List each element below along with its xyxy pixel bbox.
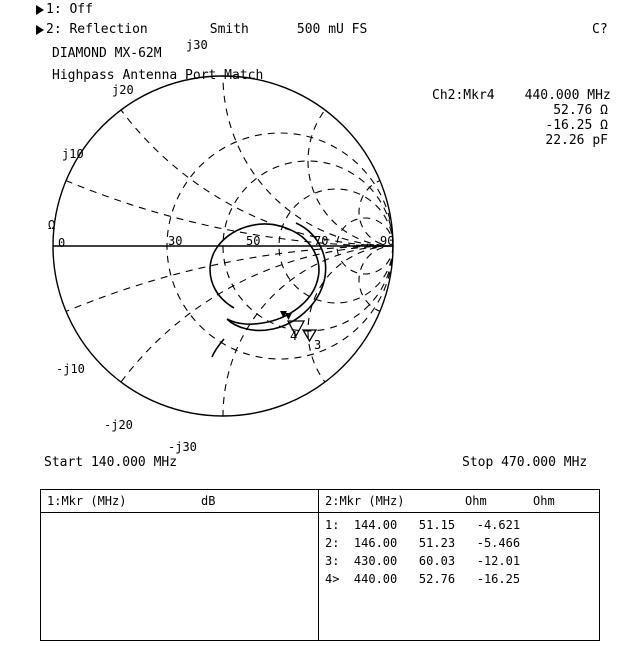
marker-table-2 [319,490,599,640]
readout-title-row [432,88,611,103]
marker-table-1-header [41,490,318,513]
marker-3-label: 3 [314,338,322,352]
tick-50: 50 [246,234,261,248]
sweep-stop-label: Stop 470.000 MHz [462,455,588,470]
marker-readout [432,88,611,148]
channel1-status: 1: Off [46,2,93,17]
readout-resistance: 52.76 Ω [553,103,608,118]
marker-4-label: 4 [290,329,298,343]
marker-table-1 [41,490,319,640]
chart-title-line2: Highpass Antenna Port Match [52,68,264,83]
table1-header-right: dB [201,494,216,508]
tick-j10: j10 [62,147,84,161]
table-row: 2: 146.00 51.23 -5.466 [325,536,521,550]
readout-capacitance: 22.26 pF [545,133,608,148]
tick-neg-j30: -j30 [168,440,197,454]
tick-0: 0 [58,236,66,250]
marker-tables [40,489,600,641]
readout-channel-marker: Ch2:Mkr4 [432,88,495,103]
table-row: 4> 440.00 52.76 -16.25 [325,572,521,586]
marker-2-glyph [285,313,292,320]
table2-header-mid: Ohm [465,494,487,508]
channel1-marker-icon [36,5,44,15]
channel2-format: Smith [209,22,249,37]
channel2-status-row [46,22,367,37]
table2-header-left: 2:Mkr (MHz) [325,494,405,508]
tick-origin-ohm: Ω [48,218,56,232]
marker-table-2-rows [319,516,599,588]
tick-neg-j20: -j20 [104,418,133,432]
table2-header-right: Ohm [533,494,555,508]
sweep-start-label: Start 140.000 MHz [44,455,178,470]
tick-j30: j30 [186,38,208,52]
tick-90: 90 [380,234,395,248]
tick-30: 30 [168,234,183,248]
corner-status: C? [592,22,608,37]
readout-frequency: 440.000 MHz [524,88,611,103]
table-row: 1: 144.00 51.15 -4.621 [325,518,521,532]
tick-neg-j10: -j10 [56,362,85,376]
channel2-scale: 500 mU FS [296,22,368,37]
marker-table-2-header [319,490,599,513]
tick-70: 70 [314,234,329,248]
channel2-label: 2: Reflection [46,22,148,37]
table1-header-left: 1:Mkr (MHz) [47,494,127,508]
tick-j20: j20 [112,83,134,97]
channel2-marker-icon [36,25,44,35]
table-row: 3: 430.00 60.03 -12.01 [325,554,521,568]
readout-reactance: -16.25 Ω [545,118,608,133]
chart-title-line1: DIAMOND MX-62M [52,46,162,61]
